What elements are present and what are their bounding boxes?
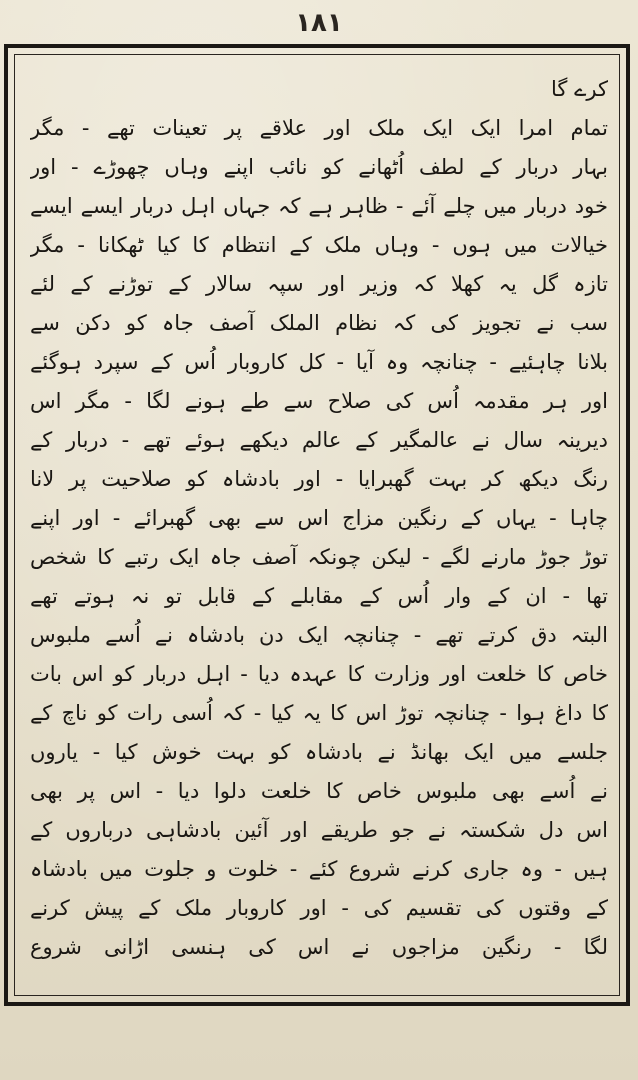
text-line: تمام امرا ایک ایک ملک اور علاقے پر تعینات تھے - مگر (30, 116, 608, 140)
text-line: دیرینہ سال نے عالمگیر کے عالم دیکھے ہوئے تھے - دربار کے (30, 428, 608, 452)
text-line: توڑ جوڑ مارنے لگے - لیکن چونکہ آصف جاہ ایک رتبے کا شخص (30, 545, 608, 569)
text-line: البتہ دق کرتے تھے - چنانچہ ایک دن بادشاہ نے اُسے ملبوس (30, 623, 608, 647)
text-line: اس دل شکستہ نے جو طریقے اور آئین بادشاہی درباروں کے (30, 818, 608, 842)
text-line: لگا - رنگین مزاجوں نے اس کی ہنسی اڑانی شروع (30, 935, 608, 959)
text-line: ہیں - وہ جاری کرنے شروع کئے - خلوت و جلوت میں بادشاہ (30, 857, 608, 881)
text-line: بلانا چاہئیے - چنانچہ وہ آیا - کل کاروبار اُس کے سپرد ہوگئے (30, 350, 608, 374)
text-line: خود دربار میں چلے آئے - ظاہر ہے کہ جہاں اہل دربار ایسے ایسے (30, 194, 608, 218)
text-line: سب نے تجویز کی کہ نظام الملک آصف جاہ کو دکن سے (30, 311, 608, 335)
text-line: جلسے میں ایک بھانڈ نے بادشاہ کو بہت خوش کیا - یاروں (30, 740, 608, 764)
text-line: تھا - ان کے وار اُس کے مقابلے کے قابل تو نہ ہوتے تھے (30, 584, 608, 608)
text-line: کے وقتوں کی تقسیم کی - اور کاروبار ملک کے پیش کرنے (30, 896, 608, 920)
text-line: کا داغ ہوا - چنانچہ توڑ اس کا یہ کیا - کہ اُسی رات کو ناچ کے (30, 701, 608, 725)
text-line: اور ہر مقدمہ اُس کی صلاح سے طے ہونے لگا - مگر اس (30, 389, 608, 413)
text-line: تازہ گل یہ کھلا کہ وزیر اور سپہ سالار کے توڑنے کے لئے (30, 272, 608, 296)
text-line: خیالات میں ہوں - وہاں ملک کے انتظام کا کیا ٹھکانا - مگر (30, 233, 608, 257)
text-line: بہار دربار کے لطف اُٹھانے کو نائب اپنے وہاں چھوڑے - اور (30, 155, 608, 179)
text-line: چاہا - یہاں کے رنگین مزاج اس سے بھی گھبرائے - اور اپنے (30, 506, 608, 530)
text-line: نے اُسے بھی ملبوس خاص کا خلعت دلوا دیا - اس پر بھی (30, 779, 608, 803)
text-body (24, 60, 614, 990)
text-line: کرے گا (551, 77, 608, 101)
text-line: خاص کا خلعت اور وزارت کا عہدہ دیا - اہل دربار کو اس بات (30, 662, 608, 686)
text-line: رنگ دیکھ کر بہت گھبرایا - اور بادشاہ کو صلاحیت پر لانا (30, 467, 608, 491)
page-number: ۱۸۱ (295, 8, 343, 38)
